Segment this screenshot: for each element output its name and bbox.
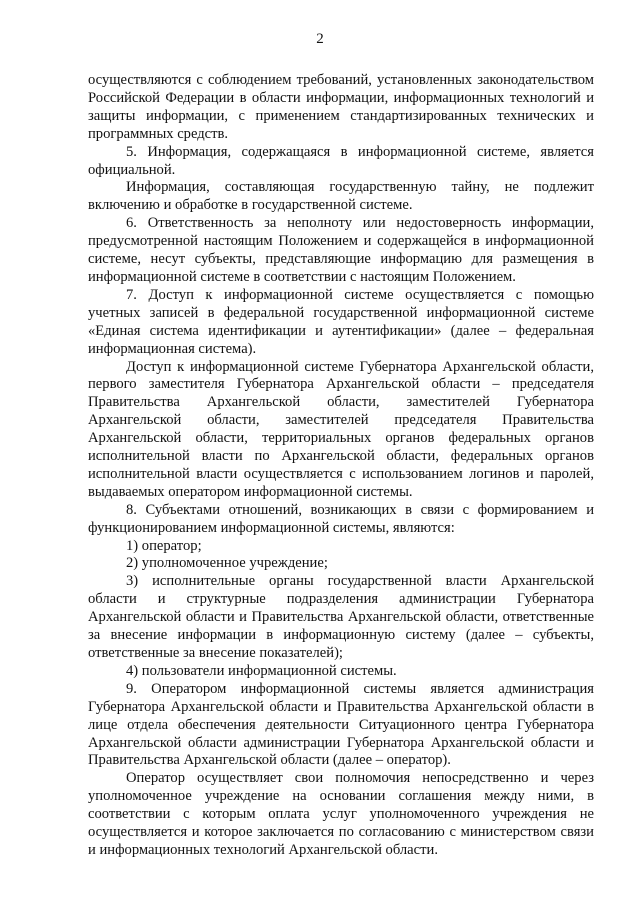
- paragraph-item-8: 8. Субъектами отношений, возникающих в связи с формированием и функционированием информационной системы, являются:: [88, 501, 594, 536]
- paragraph-operator-powers: Оператор осуществляет свои полномочия непосредственно и через уполномоченное учреждение на основании соглашения между ними, в соответствии с которым оплата услуг уполномоченного учреждения не осуществляется и которое заключается по согласованию с министерством связи и информационных технологий Архангельской области.: [88, 770, 594, 858]
- list-item-executive-bodies: 3) исполнительные органы государственной власти Архангельской области и структурные подразделения администрации Губернатора Архангельской области и Правительства Архангельской области, ответственные за внесение информации в информационную систему (далее – субъекты, ответственные за внесение показателей);: [88, 573, 594, 661]
- paragraph-item-9: 9. Оператором информационной системы является администрация Губернатора Архангельской области и Правительства Архангельской области в лице отдела обеспечения деятельности Ситуационного центра Губернатора Архангельской области администрации Губернатора Архангельской области и Правительства Архангельской области (далее – оператор).: [88, 680, 594, 769]
- paragraph-item-6: 6. Ответственность за неполноту или недостоверность информации, предусмотренной настоящим Положением и содержащейся в информационной системе, несут субъекты, представляющие информацию для размещения в информационной системе в соответствии с настоящим Положением.: [88, 215, 594, 285]
- paragraph-item-7: 7. Доступ к информационной системе осуществляется с помощью учетных записей в федеральной государственной информационной системе «Единая система идентификации и аутентификации» (далее – федеральная информационная система).: [88, 286, 594, 357]
- paragraph-continuation: осуществляются с соблюдением требований, установленных законодательством Российской Федерации в области информации, информационных технологий и защиты информации, с применением стандартизированных технических и программных средств.: [88, 72, 594, 142]
- list-item-authorized-institution: 2) уполномоченное учреждение;: [126, 555, 328, 572]
- paragraph-state-secret: Информация, составляющая государственную тайну, не подлежит включению и обработке в государственной системе.: [88, 179, 594, 214]
- document-body: [88, 72, 594, 860]
- list-item-operator: 1) оператор;: [126, 537, 202, 554]
- paragraph-access-logins: Доступ к информационной системе Губернатора Архангельской области, первого заместителя Губернатора Архангельской области – председателя Правительства Архангельской области, заместителей Губернатора Архангельской области, заместителей председателя Правительства Архангельской области, территориальных органов федеральных органов исполнительной власти по Архангельской области, федеральных органов исполнительной власти осуществляется с использованием логинов и паролей, выдаваемых оператором информационной системы.: [88, 358, 594, 500]
- list-item-users: 4) пользователи информационной системы.: [126, 662, 397, 679]
- paragraph-item-5: 5. Информация, содержащаяся в информационной системе, является официальной.: [88, 143, 594, 178]
- page-number: 2: [316, 31, 324, 47]
